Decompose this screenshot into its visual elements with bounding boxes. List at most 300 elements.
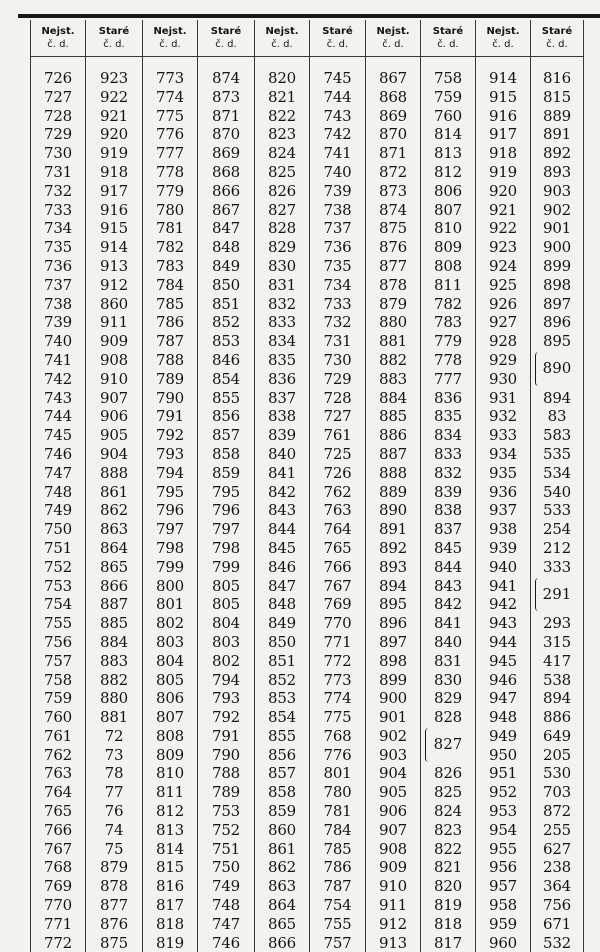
table-cell: 782 [155, 238, 185, 257]
table-cell: 890 [378, 501, 408, 520]
table-cell: 880 [378, 313, 408, 332]
table-cell: 756 [43, 632, 73, 651]
table-column [475, 20, 530, 952]
table-cell: 853 [211, 332, 241, 351]
table-cell: 803 [155, 632, 185, 651]
table-cell: 893 [542, 162, 572, 181]
column-header [143, 20, 197, 57]
table-cell: 958 [488, 896, 518, 915]
table-cell: 756 [542, 896, 572, 915]
table-cell: 815 [542, 87, 572, 106]
table-cell: 920 [488, 181, 518, 200]
table-cell: 891 [542, 125, 572, 144]
table-cell: 836 [267, 369, 297, 388]
table-cell: 855 [211, 388, 241, 407]
table-cell: 897 [378, 632, 408, 651]
column-header [310, 20, 365, 57]
table-cell: 908 [378, 839, 408, 858]
table-cell: 924 [488, 256, 518, 275]
table-cell: 812 [433, 162, 463, 181]
column-header-subtitle: č. d. [47, 39, 69, 50]
table-cell: 884 [378, 388, 408, 407]
table-cell: 828 [433, 708, 463, 727]
table-cell: 743 [323, 106, 352, 125]
table-cell: 790 [155, 388, 185, 407]
table-cell: 535 [542, 444, 572, 463]
table-cell: 822 [433, 839, 463, 858]
table-cell: 740 [43, 332, 73, 351]
table-cell: 844 [433, 557, 463, 576]
table-cell: 583 [542, 426, 572, 445]
column-header-subtitle: č. d. [215, 39, 237, 50]
table-cell: 792 [211, 708, 241, 727]
table-cell: 907 [378, 820, 408, 839]
table-column [365, 20, 420, 952]
merged-cell-value: 291 [542, 585, 572, 603]
table-cell: 810 [155, 764, 185, 783]
table-cell: 789 [155, 369, 185, 388]
table-cell: 760 [433, 106, 463, 125]
table-cell: 908 [99, 350, 129, 369]
table-cell: 784 [323, 820, 352, 839]
table-cell: 865 [267, 914, 297, 933]
table-column [197, 20, 254, 952]
table-cell: 801 [323, 764, 352, 783]
table-cell: 896 [378, 614, 408, 633]
table-cell: 761 [323, 426, 352, 445]
table-cell: 951 [488, 764, 518, 783]
table-cell: 867 [211, 200, 241, 219]
table-cell: 821 [267, 87, 297, 106]
table-cell: 851 [267, 651, 297, 670]
column-body [143, 57, 197, 952]
table-cell: 819 [155, 933, 185, 952]
table-column [142, 20, 197, 952]
table-cell: 72 [104, 726, 124, 745]
table-cell: 898 [542, 275, 572, 294]
table-cell: 736 [323, 238, 352, 257]
table-cell: 876 [99, 914, 129, 933]
column-header-title: Nejst. [486, 26, 520, 37]
table-cell: 794 [211, 670, 241, 689]
table-cell: 874 [211, 69, 241, 87]
table-cell: 914 [99, 238, 129, 257]
table-cell: 769 [323, 595, 352, 614]
table-cell: 780 [323, 783, 352, 802]
table-cell: 872 [542, 802, 572, 821]
table-cell: 882 [99, 670, 129, 689]
table-cell: 744 [43, 407, 73, 426]
table-cell: 869 [378, 106, 408, 125]
table-column [85, 20, 142, 952]
table-cell: 881 [378, 332, 408, 351]
table-cell: 870 [378, 125, 408, 144]
column-header-subtitle: č. d. [271, 39, 293, 50]
table-cell: 814 [433, 125, 463, 144]
table-cell: 814 [155, 839, 185, 858]
table-cell: 902 [542, 200, 572, 219]
table-cell: 333 [542, 557, 572, 576]
table-cell: 879 [378, 294, 408, 313]
table-cell: 766 [43, 820, 73, 839]
column-header-title: Staré [98, 26, 130, 37]
table-cell: 861 [99, 482, 129, 501]
table-cell: 796 [155, 501, 185, 520]
column-header-title: Staré [322, 26, 353, 37]
table-cell: 904 [378, 764, 408, 783]
table-cell: 851 [211, 294, 241, 313]
table-cell: 797 [155, 520, 185, 539]
table-cell: 807 [433, 200, 463, 219]
table-cell: 749 [211, 877, 241, 896]
table-cell: 885 [378, 407, 408, 426]
table-column [309, 20, 365, 952]
table-cell: 882 [378, 350, 408, 369]
table-cell: 899 [378, 670, 408, 689]
table-cell: 732 [43, 181, 73, 200]
table-cell: 938 [488, 520, 518, 539]
table-cell: 796 [211, 501, 241, 520]
table-cell: 761 [43, 726, 73, 745]
table-cell: 865 [99, 557, 129, 576]
table-cell: 765 [43, 802, 73, 821]
table-cell: 744 [323, 87, 352, 106]
table-cell: 83 [547, 407, 567, 426]
table-cell: 914 [488, 69, 518, 87]
table-cell: 871 [211, 106, 241, 125]
table-cell: 816 [155, 877, 185, 896]
table-cell: 868 [378, 87, 408, 106]
table-cell: 835 [267, 350, 297, 369]
table-cell: 737 [43, 275, 73, 294]
table-cell: 813 [433, 144, 463, 163]
table-cell: 883 [99, 651, 129, 670]
table-cell: 731 [323, 332, 352, 351]
table-cell: 892 [378, 538, 408, 557]
table-cell: 957 [488, 877, 518, 896]
table-cell: 926 [488, 294, 518, 313]
table-cell: 205 [542, 745, 572, 764]
table-cell: 900 [542, 238, 572, 257]
table-cell: 842 [267, 482, 297, 501]
table-cell: 917 [99, 181, 129, 200]
table-cell: 748 [43, 482, 73, 501]
table-cell: 879 [99, 858, 129, 877]
table-cell: 746 [43, 444, 73, 463]
table-cell: 772 [323, 651, 352, 670]
table-cell: 742 [43, 369, 73, 388]
table-cell: 877 [99, 896, 129, 915]
table-cell: 837 [433, 520, 463, 539]
table-cell: 255 [542, 820, 572, 839]
table-cell: 815 [155, 858, 185, 877]
table-cell: 946 [488, 670, 518, 689]
table-cell: 901 [542, 219, 572, 238]
table-cell: 829 [433, 689, 463, 708]
table-cell: 804 [211, 614, 241, 633]
table-cell: 740 [323, 162, 352, 181]
table-cell: 799 [211, 557, 241, 576]
table-cell: 837 [267, 388, 297, 407]
table-cell: 781 [155, 219, 185, 238]
table-cell: 758 [433, 69, 463, 87]
table-cell: 925 [488, 275, 518, 294]
table-cell: 76 [104, 802, 124, 821]
table-cell: 786 [323, 858, 352, 877]
table-cell: 844 [267, 520, 297, 539]
table-cell: 764 [43, 783, 73, 802]
table-cell: 735 [43, 238, 73, 257]
table-cell: 832 [433, 463, 463, 482]
table-cell: 848 [211, 238, 241, 257]
column-header-title: Staré [210, 26, 242, 37]
table-cell: 826 [433, 764, 463, 783]
table-cell: 738 [323, 200, 352, 219]
table-cell: 765 [323, 538, 352, 557]
table-cell: 948 [488, 708, 518, 727]
table-cell: 817 [155, 896, 185, 915]
table-cell: 727 [323, 407, 352, 426]
table-cell: 909 [378, 858, 408, 877]
table-cell: 733 [323, 294, 352, 313]
table-cell: 915 [488, 87, 518, 106]
table-cell: 793 [211, 689, 241, 708]
table-cell: 856 [267, 745, 297, 764]
table-cell: 734 [43, 219, 73, 238]
table-cell: 850 [267, 632, 297, 651]
table-cell: 866 [99, 576, 129, 595]
table-cell: 74 [104, 820, 124, 839]
table-cell: 811 [433, 275, 463, 294]
table-cell: 858 [267, 783, 297, 802]
table-cell: 860 [267, 820, 297, 839]
table-cell: 726 [323, 463, 352, 482]
table-cell: 902 [378, 726, 408, 745]
table-cell: 912 [378, 914, 408, 933]
table-cell: 78 [104, 764, 124, 783]
table-cell: 870 [211, 125, 241, 144]
table-cell: 800 [155, 576, 185, 595]
table-cell: 748 [211, 896, 241, 915]
table-cell: 776 [323, 745, 352, 764]
table-cell: 886 [378, 426, 408, 445]
table-cell: 854 [267, 708, 297, 727]
table-cell: 767 [43, 839, 73, 858]
table-cell: 838 [267, 407, 297, 426]
table-cell: 863 [267, 877, 297, 896]
column-header [366, 20, 420, 57]
table-cell: 868 [211, 162, 241, 181]
table-cell: 921 [488, 200, 518, 219]
table-cell: 649 [542, 726, 572, 745]
table-column [254, 20, 309, 952]
merged-cell-value: 827 [433, 735, 463, 754]
table-cell: 911 [378, 896, 408, 915]
merged-cell-value: 890 [542, 359, 572, 378]
table-cell: 825 [267, 162, 297, 181]
table-cell: 845 [433, 538, 463, 557]
table-cell: 238 [542, 858, 572, 877]
table-cell: 840 [433, 632, 463, 651]
table-cell: 734 [323, 275, 352, 294]
table-cell: 530 [542, 764, 572, 783]
table-cell: 852 [211, 313, 241, 332]
table-cell: 771 [43, 914, 73, 933]
table-cell: 745 [323, 69, 352, 87]
table-cell: 909 [99, 332, 129, 351]
table-cell: 821 [433, 858, 463, 877]
table-cell: 864 [99, 538, 129, 557]
table-cell: 804 [155, 651, 185, 670]
table-cell: 671 [542, 914, 572, 933]
table-cell: 728 [323, 388, 352, 407]
table-cell: 931 [488, 388, 518, 407]
table-cell: 928 [488, 332, 518, 351]
column-header-title: Staré [541, 26, 573, 37]
column-body [31, 57, 85, 952]
table-cell: 803 [211, 632, 241, 651]
table-cell: 943 [488, 614, 518, 633]
table-cell: 784 [155, 275, 185, 294]
table-cell: 794 [155, 463, 185, 482]
table-cell: 797 [211, 520, 241, 539]
table-cell: 833 [433, 444, 463, 463]
table-cell: 906 [99, 407, 129, 426]
table-cell: 805 [211, 595, 241, 614]
table-cell: 912 [99, 275, 129, 294]
table-cell: 939 [488, 538, 518, 557]
table-cell: 766 [323, 557, 352, 576]
table-cell: 838 [433, 501, 463, 520]
column-body [476, 57, 530, 952]
table-cell: 775 [155, 106, 185, 125]
table-cell: 798 [155, 538, 185, 557]
table-cell: 729 [43, 125, 73, 144]
table-cell: 893 [378, 557, 408, 576]
table-cell: 747 [43, 463, 73, 482]
table-cell: 762 [43, 745, 73, 764]
table-cell: 254 [542, 520, 572, 539]
table-cell: 820 [267, 69, 297, 87]
table-cell: 839 [433, 482, 463, 501]
table-cell: 894 [378, 576, 408, 595]
table-cell: 830 [267, 256, 297, 275]
table-cell: 745 [43, 426, 73, 445]
column-header [255, 20, 309, 57]
table-cell: 846 [267, 557, 297, 576]
table-cell: 896 [542, 313, 572, 332]
table-cell: 760 [43, 708, 73, 727]
table-cell: 753 [211, 802, 241, 821]
table-cell: 915 [99, 219, 129, 238]
table-cell: 808 [433, 256, 463, 275]
table-cell: 934 [488, 444, 518, 463]
table-cell: 878 [378, 275, 408, 294]
table-cell: 785 [155, 294, 185, 313]
table-cell: 776 [155, 125, 185, 144]
column-header-title: Staré [432, 26, 464, 37]
table-cell: 889 [542, 106, 572, 125]
table-cell: 830 [433, 670, 463, 689]
table-cell: 860 [99, 294, 129, 313]
table-cell: 730 [323, 350, 352, 369]
table-cell: 956 [488, 858, 518, 877]
table-cell: 827 [267, 200, 297, 219]
table-cell: 886 [542, 708, 572, 727]
column-header [86, 20, 142, 57]
table-cell: 904 [99, 444, 129, 463]
table-cell: 726 [43, 69, 73, 87]
table-cell: 749 [43, 501, 73, 520]
table-cell: 871 [378, 144, 408, 163]
table-cell: 741 [43, 350, 73, 369]
table-cell: 739 [323, 181, 352, 200]
table-cell: 739 [43, 313, 73, 332]
table-cell: 813 [155, 820, 185, 839]
table-cell: 829 [267, 238, 297, 257]
table-cell: 944 [488, 632, 518, 651]
table-cell: 877 [378, 256, 408, 275]
table-cell: 759 [433, 87, 463, 106]
table-cell: 782 [433, 294, 463, 313]
table-cell: 892 [542, 144, 572, 163]
table-cell: 883 [378, 369, 408, 388]
column-header-subtitle: č. d. [103, 39, 125, 50]
table-cell: 874 [378, 200, 408, 219]
table-cell: 809 [155, 745, 185, 764]
table-cell: 853 [267, 689, 297, 708]
table-cell: 880 [99, 689, 129, 708]
table-cell: 805 [155, 670, 185, 689]
table-cell: 894 [542, 689, 572, 708]
column-header [531, 20, 583, 57]
table-cell: 533 [542, 501, 572, 520]
table-cell: 802 [155, 614, 185, 633]
table-cell: 364 [542, 877, 572, 896]
column-body [255, 57, 309, 952]
table-cell: 949 [488, 726, 518, 745]
table-cell: 627 [542, 839, 572, 858]
table-cell: 768 [323, 726, 352, 745]
table-cell: 918 [488, 144, 518, 163]
table-cell: 808 [155, 726, 185, 745]
table-cell: 919 [488, 162, 518, 181]
table-cell: 752 [43, 557, 73, 576]
table-cell: 845 [267, 538, 297, 557]
table-cell: 786 [155, 313, 185, 332]
table-cell: 727 [43, 87, 73, 106]
table-cell: 769 [43, 877, 73, 896]
table-cell: 806 [433, 181, 463, 200]
table-cell: 894 [542, 388, 572, 407]
table-cell: 799 [155, 557, 185, 576]
table-cell: 767 [323, 576, 352, 595]
table-cell: 919 [99, 144, 129, 163]
table-cell: 775 [323, 708, 352, 727]
table-cell: 746 [211, 933, 241, 952]
table-cell: 792 [155, 426, 185, 445]
table-cell: 807 [155, 708, 185, 727]
table-cell: 778 [155, 162, 185, 181]
table-cell: 913 [99, 256, 129, 275]
table-cell: 729 [323, 369, 352, 388]
column-header [421, 20, 475, 57]
table-cell: 818 [433, 914, 463, 933]
table-cell: 906 [378, 802, 408, 821]
table-cell: 791 [155, 407, 185, 426]
table-cell: 922 [99, 87, 129, 106]
table-cell: 757 [323, 933, 352, 952]
